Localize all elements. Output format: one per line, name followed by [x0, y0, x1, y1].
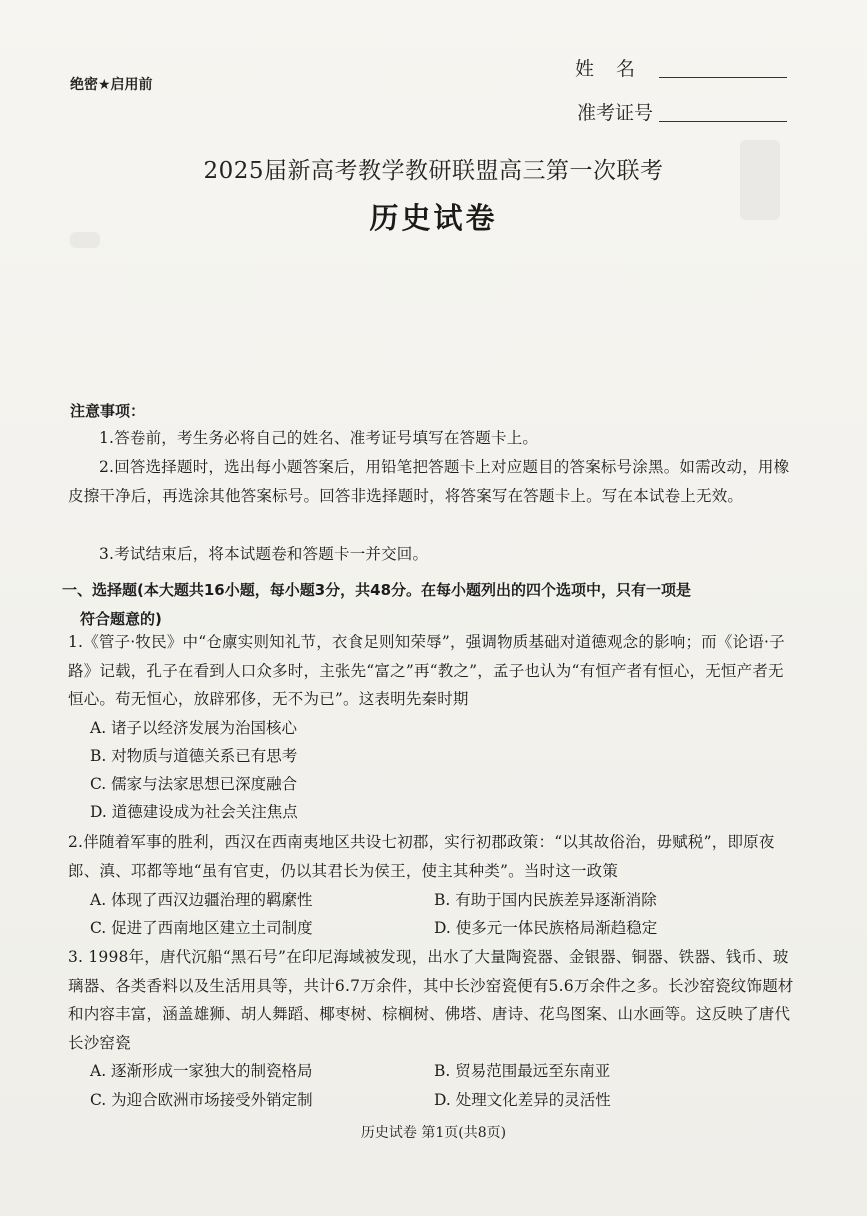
question-option: B. 对物质与道德关系已有思考 [90, 747, 298, 765]
question-option: A. 体现了西汉边疆治理的羁縻性 [90, 891, 313, 909]
page-footer: 历史试卷 第1页(共8页) [360, 1125, 507, 1141]
question-option: D. 处理文化差异的灵活性 [434, 1091, 611, 1109]
name-label: 姓名 [574, 58, 657, 80]
notice-item: 3.考试结束后，将本试题卷和答题卡一并交回。 [99, 545, 429, 563]
question-option: C. 促进了西南地区建立土司制度 [90, 919, 313, 937]
question-option: D. 道德建设成为社会关注焦点 [90, 803, 298, 821]
question-option: A. 逐渐形成一家独大的制瓷格局 [90, 1062, 313, 1080]
question-option: B. 贸易范围最远至东南亚 [434, 1062, 611, 1080]
exam-id-field[interactable] [577, 98, 787, 125]
question-stem: 3. 1998年，唐代沉船“黑石号”在印尼海域被发现，出水了大量陶瓷器、金银器、铜器、铁器、钱币、玻璃器、各类香料以及生活用具等，共计6.7万余件，其中长沙窑瓷便有5.6万余件之多。长沙窑瓷纹饰题材和内容丰富，涵盖雄狮、胡人舞蹈、椰枣树、棕榈树、佛塔、唐诗、花鸟图案、山水画等。这反映了唐代长沙窑瓷 [68, 948, 794, 1052]
confidential-label: 绝密★启用前 [70, 77, 153, 93]
name-field[interactable] [575, 54, 787, 81]
notice-item: 2.回答选择题时，选出每小题答案后，用铅笔把答题卡上对应题目的答案标号涂黑。如需改动，用橡皮擦干净后，再选涂其他答案标号。回答非选择题时，将答案写在答题卡上。写在本试卷上无效。 [68, 458, 790, 505]
subject-title: 历史试卷 [369, 201, 498, 235]
notice-item: 1.答卷前，考生务必将自己的姓名、准考证号填写在答题卡上。 [99, 429, 539, 447]
question-stem: 2.伴随着军事的胜利，西汉在西南夷地区共设七初郡，实行初郡政策：“以其故俗治，毋赋税”，即原夜郎、滇、邛都等地“虽有官吏，仍以其君长为侯王，使主其种类”。当时这一政策 [68, 833, 775, 880]
question-option: C. 儒家与法家思想已深度融合 [90, 775, 298, 793]
question-option: D. 使多元一体民族格局渐趋稳定 [434, 919, 658, 937]
exam-title: 2025届新高考教学教研联盟高三第一次联考 [203, 158, 664, 184]
section-heading [62, 576, 798, 634]
question-option: C. 为迎合欧洲市场接受外销定制 [90, 1091, 313, 1109]
exam-id-blank-line[interactable] [659, 120, 787, 122]
exam-id-label: 准考证号 [576, 102, 653, 124]
section-heading-text: 一、选择题(本大题共16小题，每小题3分，共48分。在每小题列出的四个选项中，只有一项是 [62, 581, 692, 599]
question-stem: 1.《管子·牧民》中“仓廪实则知礼节，衣食足则知荣辱”，强调物质基础对道德观念的影响；而《论语·子路》记载，孔子在看到人口众多时，主张先“富之”再“教之”，孟子也认为“有恒产者有恒心，无恒产者无恒心。苟无恒心，放辟邪侈，无不为已”。这表明先秦时期 [68, 633, 785, 708]
question-option: A. 诸子以经济发展为治国核心 [90, 719, 298, 737]
notice-heading: 注意事项： [70, 402, 146, 420]
section-heading-cont: 符合题意的) [80, 610, 162, 628]
name-blank-line[interactable] [659, 76, 787, 78]
question-option: B. 有助于国内民族差异逐渐消除 [434, 891, 657, 909]
